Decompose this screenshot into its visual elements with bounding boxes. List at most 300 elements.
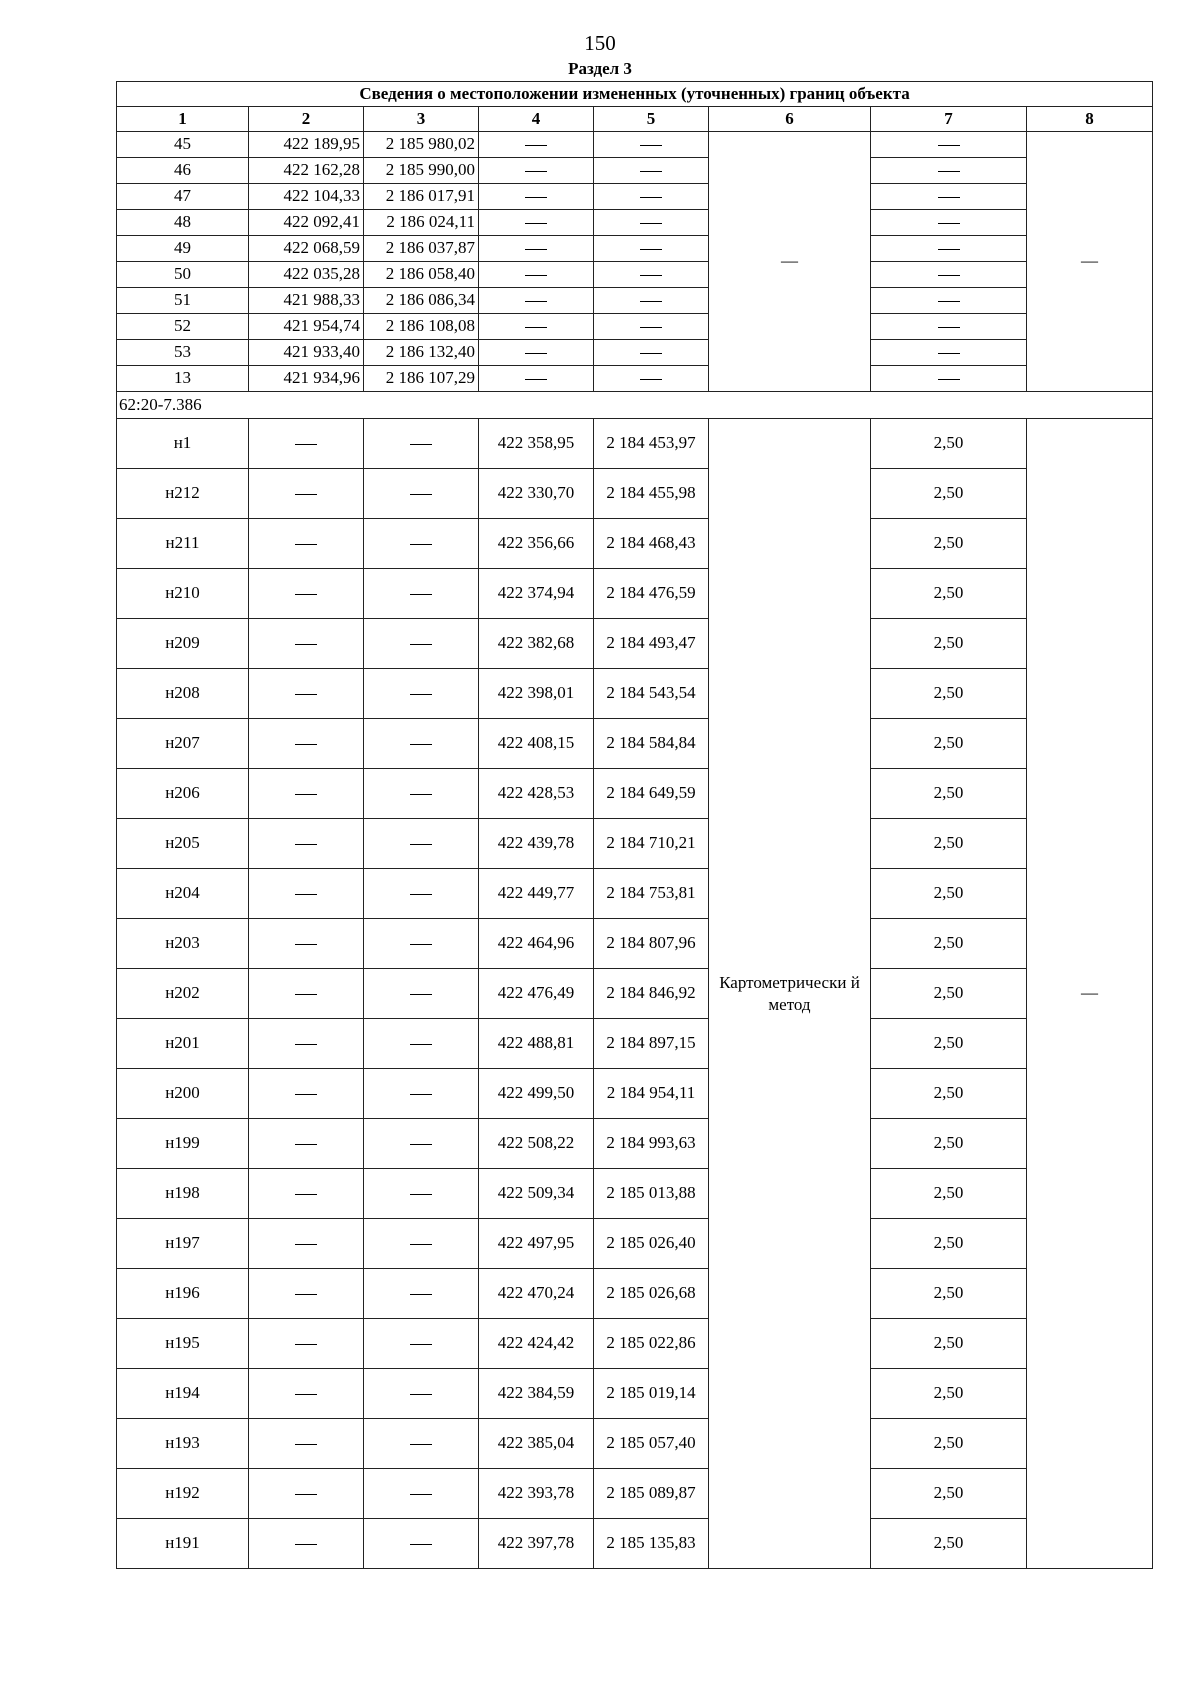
point-number-cell: 49 <box>117 236 249 262</box>
table-row <box>117 619 1153 669</box>
point-number-cell: н200 <box>117 1069 249 1119</box>
dash-mark <box>410 1044 432 1045</box>
note-cell: — <box>1027 419 1153 1569</box>
column-header: 7 <box>871 107 1027 132</box>
dash-mark <box>295 694 317 695</box>
dash-mark <box>410 1344 432 1345</box>
dash-mark <box>410 594 432 595</box>
accuracy-cell: 2,50 <box>871 1519 1027 1569</box>
table-row <box>117 1269 1153 1319</box>
y-new-cell: 2 185 022,86 <box>594 1319 709 1369</box>
x-old-cell: 421 933,40 <box>249 340 364 366</box>
point-number-cell: 13 <box>117 366 249 392</box>
x-old-cell: 422 068,59 <box>249 236 364 262</box>
accuracy-cell <box>871 340 1027 366</box>
dash-mark <box>525 379 547 380</box>
point-number-cell: н206 <box>117 769 249 819</box>
point-number-cell: 52 <box>117 314 249 340</box>
accuracy-cell <box>871 236 1027 262</box>
dash-mark <box>640 327 662 328</box>
dash-mark <box>295 1044 317 1045</box>
dash-mark <box>410 744 432 745</box>
dash-mark <box>938 327 960 328</box>
x-new-cell <box>479 158 594 184</box>
y-new-cell: 2 184 453,97 <box>594 419 709 469</box>
point-number-cell: н211 <box>117 519 249 569</box>
y-old-cell: 2 186 132,40 <box>364 340 479 366</box>
x-old-cell <box>249 669 364 719</box>
x-new-cell: 422 385,04 <box>479 1419 594 1469</box>
y-old-cell <box>364 1419 479 1469</box>
x-old-cell <box>249 719 364 769</box>
table-row <box>117 210 1153 236</box>
x-new-cell <box>479 184 594 210</box>
point-number-cell: 53 <box>117 340 249 366</box>
dash-mark <box>938 145 960 146</box>
table-row <box>117 158 1153 184</box>
dash-mark <box>295 994 317 995</box>
point-number-cell: 48 <box>117 210 249 236</box>
point-number-cell: н194 <box>117 1369 249 1419</box>
x-old-cell <box>249 1369 364 1419</box>
point-number-cell: н1 <box>117 419 249 469</box>
dash-mark <box>410 944 432 945</box>
dash-mark <box>410 1144 432 1145</box>
table-row <box>117 819 1153 869</box>
dash-mark <box>525 301 547 302</box>
dash-mark <box>410 994 432 995</box>
dash-mark <box>295 944 317 945</box>
y-old-cell <box>364 1019 479 1069</box>
dash-mark <box>295 1394 317 1395</box>
accuracy-cell: 2,50 <box>871 919 1027 969</box>
column-header: 8 <box>1027 107 1153 132</box>
dash-mark <box>295 494 317 495</box>
dash-mark <box>410 844 432 845</box>
x-old-cell <box>249 419 364 469</box>
y-new-cell <box>594 340 709 366</box>
accuracy-cell <box>871 158 1027 184</box>
method-cell: — <box>709 132 871 392</box>
y-new-cell: 2 184 993,63 <box>594 1119 709 1169</box>
y-new-cell: 2 185 013,88 <box>594 1169 709 1219</box>
dash-mark <box>410 1094 432 1095</box>
x-old-cell: 421 934,96 <box>249 366 364 392</box>
table-row <box>117 1069 1153 1119</box>
x-new-cell: 422 476,49 <box>479 969 594 1019</box>
x-old-cell <box>249 1069 364 1119</box>
dash-mark <box>410 544 432 545</box>
y-old-cell: 2 185 990,00 <box>364 158 479 184</box>
accuracy-cell: 2,50 <box>871 819 1027 869</box>
y-new-cell: 2 184 807,96 <box>594 919 709 969</box>
y-new-cell: 2 184 753,81 <box>594 869 709 919</box>
table-row <box>117 1169 1153 1219</box>
x-old-cell <box>249 1419 364 1469</box>
dash-mark <box>295 594 317 595</box>
point-number-cell: н192 <box>117 1469 249 1519</box>
y-new-cell <box>594 158 709 184</box>
dash-mark <box>295 1494 317 1495</box>
dash-mark <box>640 223 662 224</box>
y-new-cell: 2 184 584,84 <box>594 719 709 769</box>
dash-mark <box>640 379 662 380</box>
point-number-cell: н205 <box>117 819 249 869</box>
y-old-cell <box>364 719 479 769</box>
section-title: Раздел 3 <box>568 59 632 78</box>
x-new-cell: 422 356,66 <box>479 519 594 569</box>
x-new-cell <box>479 366 594 392</box>
accuracy-cell <box>871 288 1027 314</box>
y-old-cell <box>364 919 479 969</box>
y-new-cell: 2 184 543,54 <box>594 669 709 719</box>
accuracy-cell: 2,50 <box>871 1019 1027 1069</box>
dash-mark <box>410 1194 432 1195</box>
x-new-cell <box>479 288 594 314</box>
dash-mark <box>295 844 317 845</box>
accuracy-cell: 2,50 <box>871 669 1027 719</box>
x-old-cell <box>249 619 364 669</box>
x-new-cell: 422 470,24 <box>479 1269 594 1319</box>
table-row <box>117 1319 1153 1369</box>
dash-mark <box>938 353 960 354</box>
x-new-cell: 422 488,81 <box>479 1019 594 1069</box>
point-number-cell: н204 <box>117 869 249 919</box>
x-new-cell: 422 382,68 <box>479 619 594 669</box>
point-number-cell: 45 <box>117 132 249 158</box>
x-new-cell: 422 428,53 <box>479 769 594 819</box>
x-old-cell: 422 035,28 <box>249 262 364 288</box>
y-new-cell: 2 185 026,68 <box>594 1269 709 1319</box>
y-new-cell <box>594 236 709 262</box>
table-row <box>117 1369 1153 1419</box>
subheader-row <box>117 392 1153 419</box>
y-old-cell: 2 186 037,87 <box>364 236 479 262</box>
y-new-cell: 2 184 954,11 <box>594 1069 709 1119</box>
dash-mark <box>938 379 960 380</box>
accuracy-cell <box>871 314 1027 340</box>
point-number-cell: н196 <box>117 1269 249 1319</box>
table-row <box>117 1419 1153 1469</box>
x-new-cell <box>479 210 594 236</box>
dash-mark <box>410 1394 432 1395</box>
table-row <box>117 236 1153 262</box>
y-old-cell <box>364 469 479 519</box>
table-row <box>117 1519 1153 1569</box>
cadastral-subheader: 62:20-7.386 <box>117 392 1153 419</box>
table-row <box>117 769 1153 819</box>
column-header: 3 <box>364 107 479 132</box>
dash-mark <box>640 197 662 198</box>
accuracy-cell <box>871 366 1027 392</box>
dash-mark <box>295 1344 317 1345</box>
accuracy-cell: 2,50 <box>871 1219 1027 1269</box>
y-new-cell: 2 184 455,98 <box>594 469 709 519</box>
y-new-cell: 2 184 476,59 <box>594 569 709 619</box>
y-old-cell: 2 186 017,91 <box>364 184 479 210</box>
y-old-cell <box>364 869 479 919</box>
table-row <box>117 1019 1153 1069</box>
table-row <box>117 469 1153 519</box>
dash-mark <box>295 1444 317 1445</box>
point-number-cell: н208 <box>117 669 249 719</box>
x-new-cell: 422 424,42 <box>479 1319 594 1369</box>
column-header: 4 <box>479 107 594 132</box>
x-old-cell <box>249 869 364 919</box>
x-new-cell: 422 408,15 <box>479 719 594 769</box>
x-new-cell: 422 330,70 <box>479 469 594 519</box>
x-new-cell: 422 508,22 <box>479 1119 594 1169</box>
point-number-cell: н193 <box>117 1419 249 1469</box>
dash-mark <box>295 794 317 795</box>
dash-mark <box>525 275 547 276</box>
point-number-cell: 47 <box>117 184 249 210</box>
y-new-cell: 2 184 493,47 <box>594 619 709 669</box>
dash-mark <box>640 249 662 250</box>
y-old-cell <box>364 819 479 869</box>
dash-mark <box>525 327 547 328</box>
accuracy-cell: 2,50 <box>871 1319 1027 1369</box>
y-new-cell: 2 185 057,40 <box>594 1419 709 1469</box>
x-old-cell <box>249 1319 364 1369</box>
x-old-cell: 422 189,95 <box>249 132 364 158</box>
dash-mark <box>410 894 432 895</box>
dash-mark <box>295 1244 317 1245</box>
x-new-cell <box>479 236 594 262</box>
table-row <box>117 184 1153 210</box>
x-old-cell <box>249 1469 364 1519</box>
x-new-cell: 422 393,78 <box>479 1469 594 1519</box>
accuracy-cell: 2,50 <box>871 769 1027 819</box>
y-old-cell <box>364 619 479 669</box>
accuracy-cell: 2,50 <box>871 619 1027 669</box>
dash-mark <box>525 249 547 250</box>
table-row <box>117 919 1153 969</box>
dash-mark <box>410 444 432 445</box>
point-number-cell: н191 <box>117 1519 249 1569</box>
dash-mark <box>410 494 432 495</box>
x-old-cell: 422 092,41 <box>249 210 364 236</box>
y-new-cell: 2 185 026,40 <box>594 1219 709 1269</box>
table-row <box>117 288 1153 314</box>
dash-mark <box>640 353 662 354</box>
y-new-cell: 2 184 649,59 <box>594 769 709 819</box>
y-new-cell: 2 184 468,43 <box>594 519 709 569</box>
column-header: 5 <box>594 107 709 132</box>
dash-mark <box>295 744 317 745</box>
point-number-cell: н202 <box>117 969 249 1019</box>
y-old-cell <box>364 1369 479 1419</box>
point-number-cell: н212 <box>117 469 249 519</box>
dash-mark <box>295 544 317 545</box>
table-row <box>117 314 1153 340</box>
table-row <box>117 132 1153 158</box>
dash-mark <box>525 197 547 198</box>
accuracy-cell <box>871 132 1027 158</box>
y-new-cell: 2 185 019,14 <box>594 1369 709 1419</box>
dash-mark <box>410 794 432 795</box>
y-old-cell <box>364 1069 479 1119</box>
accuracy-cell: 2,50 <box>871 1119 1027 1169</box>
y-new-cell: 2 184 897,15 <box>594 1019 709 1069</box>
accuracy-cell <box>871 262 1027 288</box>
x-old-cell <box>249 819 364 869</box>
accuracy-cell: 2,50 <box>871 1069 1027 1119</box>
y-old-cell <box>364 669 479 719</box>
y-old-cell <box>364 569 479 619</box>
table-row <box>117 569 1153 619</box>
x-old-cell <box>249 1519 364 1569</box>
accuracy-cell: 2,50 <box>871 1269 1027 1319</box>
x-new-cell: 422 499,50 <box>479 1069 594 1119</box>
point-number-cell: н199 <box>117 1119 249 1169</box>
y-old-cell: 2 185 980,02 <box>364 132 479 158</box>
dash-mark <box>410 1294 432 1295</box>
y-old-cell <box>364 519 479 569</box>
page-number: 150 <box>584 31 616 55</box>
x-new-cell <box>479 314 594 340</box>
x-new-cell: 422 358,95 <box>479 419 594 469</box>
x-old-cell <box>249 469 364 519</box>
table-caption: Сведения о местоположении измененных (уточненных) границ объекта <box>117 82 1153 107</box>
accuracy-cell: 2,50 <box>871 469 1027 519</box>
dash-mark <box>295 1094 317 1095</box>
x-old-cell <box>249 1119 364 1169</box>
dash-mark <box>410 1544 432 1545</box>
table-row <box>117 366 1153 392</box>
x-old-cell <box>249 1019 364 1069</box>
point-number-cell: 51 <box>117 288 249 314</box>
dash-mark <box>410 1444 432 1445</box>
accuracy-cell: 2,50 <box>871 1419 1027 1469</box>
method-cell: Картометрически й метод <box>709 419 871 1569</box>
y-old-cell <box>364 419 479 469</box>
table-caption-row <box>117 82 1153 107</box>
x-new-cell: 422 397,78 <box>479 1519 594 1569</box>
y-new-cell: 2 185 135,83 <box>594 1519 709 1569</box>
y-new-cell: 2 184 710,21 <box>594 819 709 869</box>
x-new-cell: 422 384,59 <box>479 1369 594 1419</box>
x-old-cell: 421 988,33 <box>249 288 364 314</box>
accuracy-cell <box>871 210 1027 236</box>
table-row <box>117 669 1153 719</box>
x-old-cell: 421 954,74 <box>249 314 364 340</box>
table-row <box>117 1219 1153 1269</box>
point-number-cell: н197 <box>117 1219 249 1269</box>
x-new-cell <box>479 262 594 288</box>
accuracy-cell: 2,50 <box>871 519 1027 569</box>
dash-mark <box>410 644 432 645</box>
y-new-cell <box>594 132 709 158</box>
note-cell: — <box>1027 132 1153 392</box>
y-old-cell: 2 186 024,11 <box>364 210 479 236</box>
dash-mark <box>640 145 662 146</box>
x-old-cell <box>249 1219 364 1269</box>
dash-mark <box>640 171 662 172</box>
accuracy-cell: 2,50 <box>871 1169 1027 1219</box>
y-old-cell: 2 186 058,40 <box>364 262 479 288</box>
dash-mark <box>410 1244 432 1245</box>
table-body <box>117 82 1153 1569</box>
x-old-cell <box>249 919 364 969</box>
y-old-cell: 2 186 107,29 <box>364 366 479 392</box>
dash-mark <box>295 894 317 895</box>
x-new-cell: 422 509,34 <box>479 1169 594 1219</box>
x-new-cell: 422 497,95 <box>479 1219 594 1269</box>
table-row <box>117 719 1153 769</box>
y-old-cell <box>364 1319 479 1369</box>
x-new-cell <box>479 340 594 366</box>
y-new-cell <box>594 314 709 340</box>
column-header-row <box>117 107 1153 132</box>
x-new-cell: 422 439,78 <box>479 819 594 869</box>
accuracy-cell: 2,50 <box>871 1369 1027 1419</box>
dash-mark <box>938 197 960 198</box>
y-new-cell: 2 184 846,92 <box>594 969 709 1019</box>
dash-mark <box>938 275 960 276</box>
y-old-cell: 2 186 108,08 <box>364 314 479 340</box>
y-old-cell <box>364 1269 479 1319</box>
x-old-cell <box>249 569 364 619</box>
x-new-cell: 422 398,01 <box>479 669 594 719</box>
accuracy-cell: 2,50 <box>871 569 1027 619</box>
x-old-cell: 422 162,28 <box>249 158 364 184</box>
dash-mark <box>295 444 317 445</box>
dash-mark <box>938 223 960 224</box>
table-row <box>117 869 1153 919</box>
dash-mark <box>938 249 960 250</box>
point-number-cell: н210 <box>117 569 249 619</box>
column-header: 2 <box>249 107 364 132</box>
point-number-cell: н201 <box>117 1019 249 1069</box>
y-old-cell: 2 186 086,34 <box>364 288 479 314</box>
dash-mark <box>640 275 662 276</box>
dash-mark <box>938 171 960 172</box>
x-old-cell <box>249 969 364 1019</box>
table-row <box>117 1119 1153 1169</box>
x-old-cell <box>249 1269 364 1319</box>
point-number-cell: н195 <box>117 1319 249 1369</box>
y-old-cell <box>364 1169 479 1219</box>
accuracy-cell: 2,50 <box>871 419 1027 469</box>
y-new-cell <box>594 288 709 314</box>
x-new-cell: 422 464,96 <box>479 919 594 969</box>
point-number-cell: н203 <box>117 919 249 969</box>
x-old-cell <box>249 769 364 819</box>
y-new-cell <box>594 366 709 392</box>
dash-mark <box>295 1144 317 1145</box>
dash-mark <box>410 694 432 695</box>
accuracy-cell: 2,50 <box>871 719 1027 769</box>
column-header: 6 <box>709 107 871 132</box>
y-old-cell <box>364 1469 479 1519</box>
accuracy-cell: 2,50 <box>871 1469 1027 1519</box>
table-row <box>117 519 1153 569</box>
accuracy-cell: 2,50 <box>871 869 1027 919</box>
table-row <box>117 262 1153 288</box>
dash-mark <box>525 145 547 146</box>
point-number-cell: 46 <box>117 158 249 184</box>
dash-mark <box>938 301 960 302</box>
x-old-cell: 422 104,33 <box>249 184 364 210</box>
point-number-cell: н209 <box>117 619 249 669</box>
y-old-cell <box>364 769 479 819</box>
accuracy-cell: 2,50 <box>871 969 1027 1019</box>
column-header: 1 <box>117 107 249 132</box>
y-new-cell <box>594 184 709 210</box>
y-old-cell <box>364 1119 479 1169</box>
x-new-cell <box>479 132 594 158</box>
